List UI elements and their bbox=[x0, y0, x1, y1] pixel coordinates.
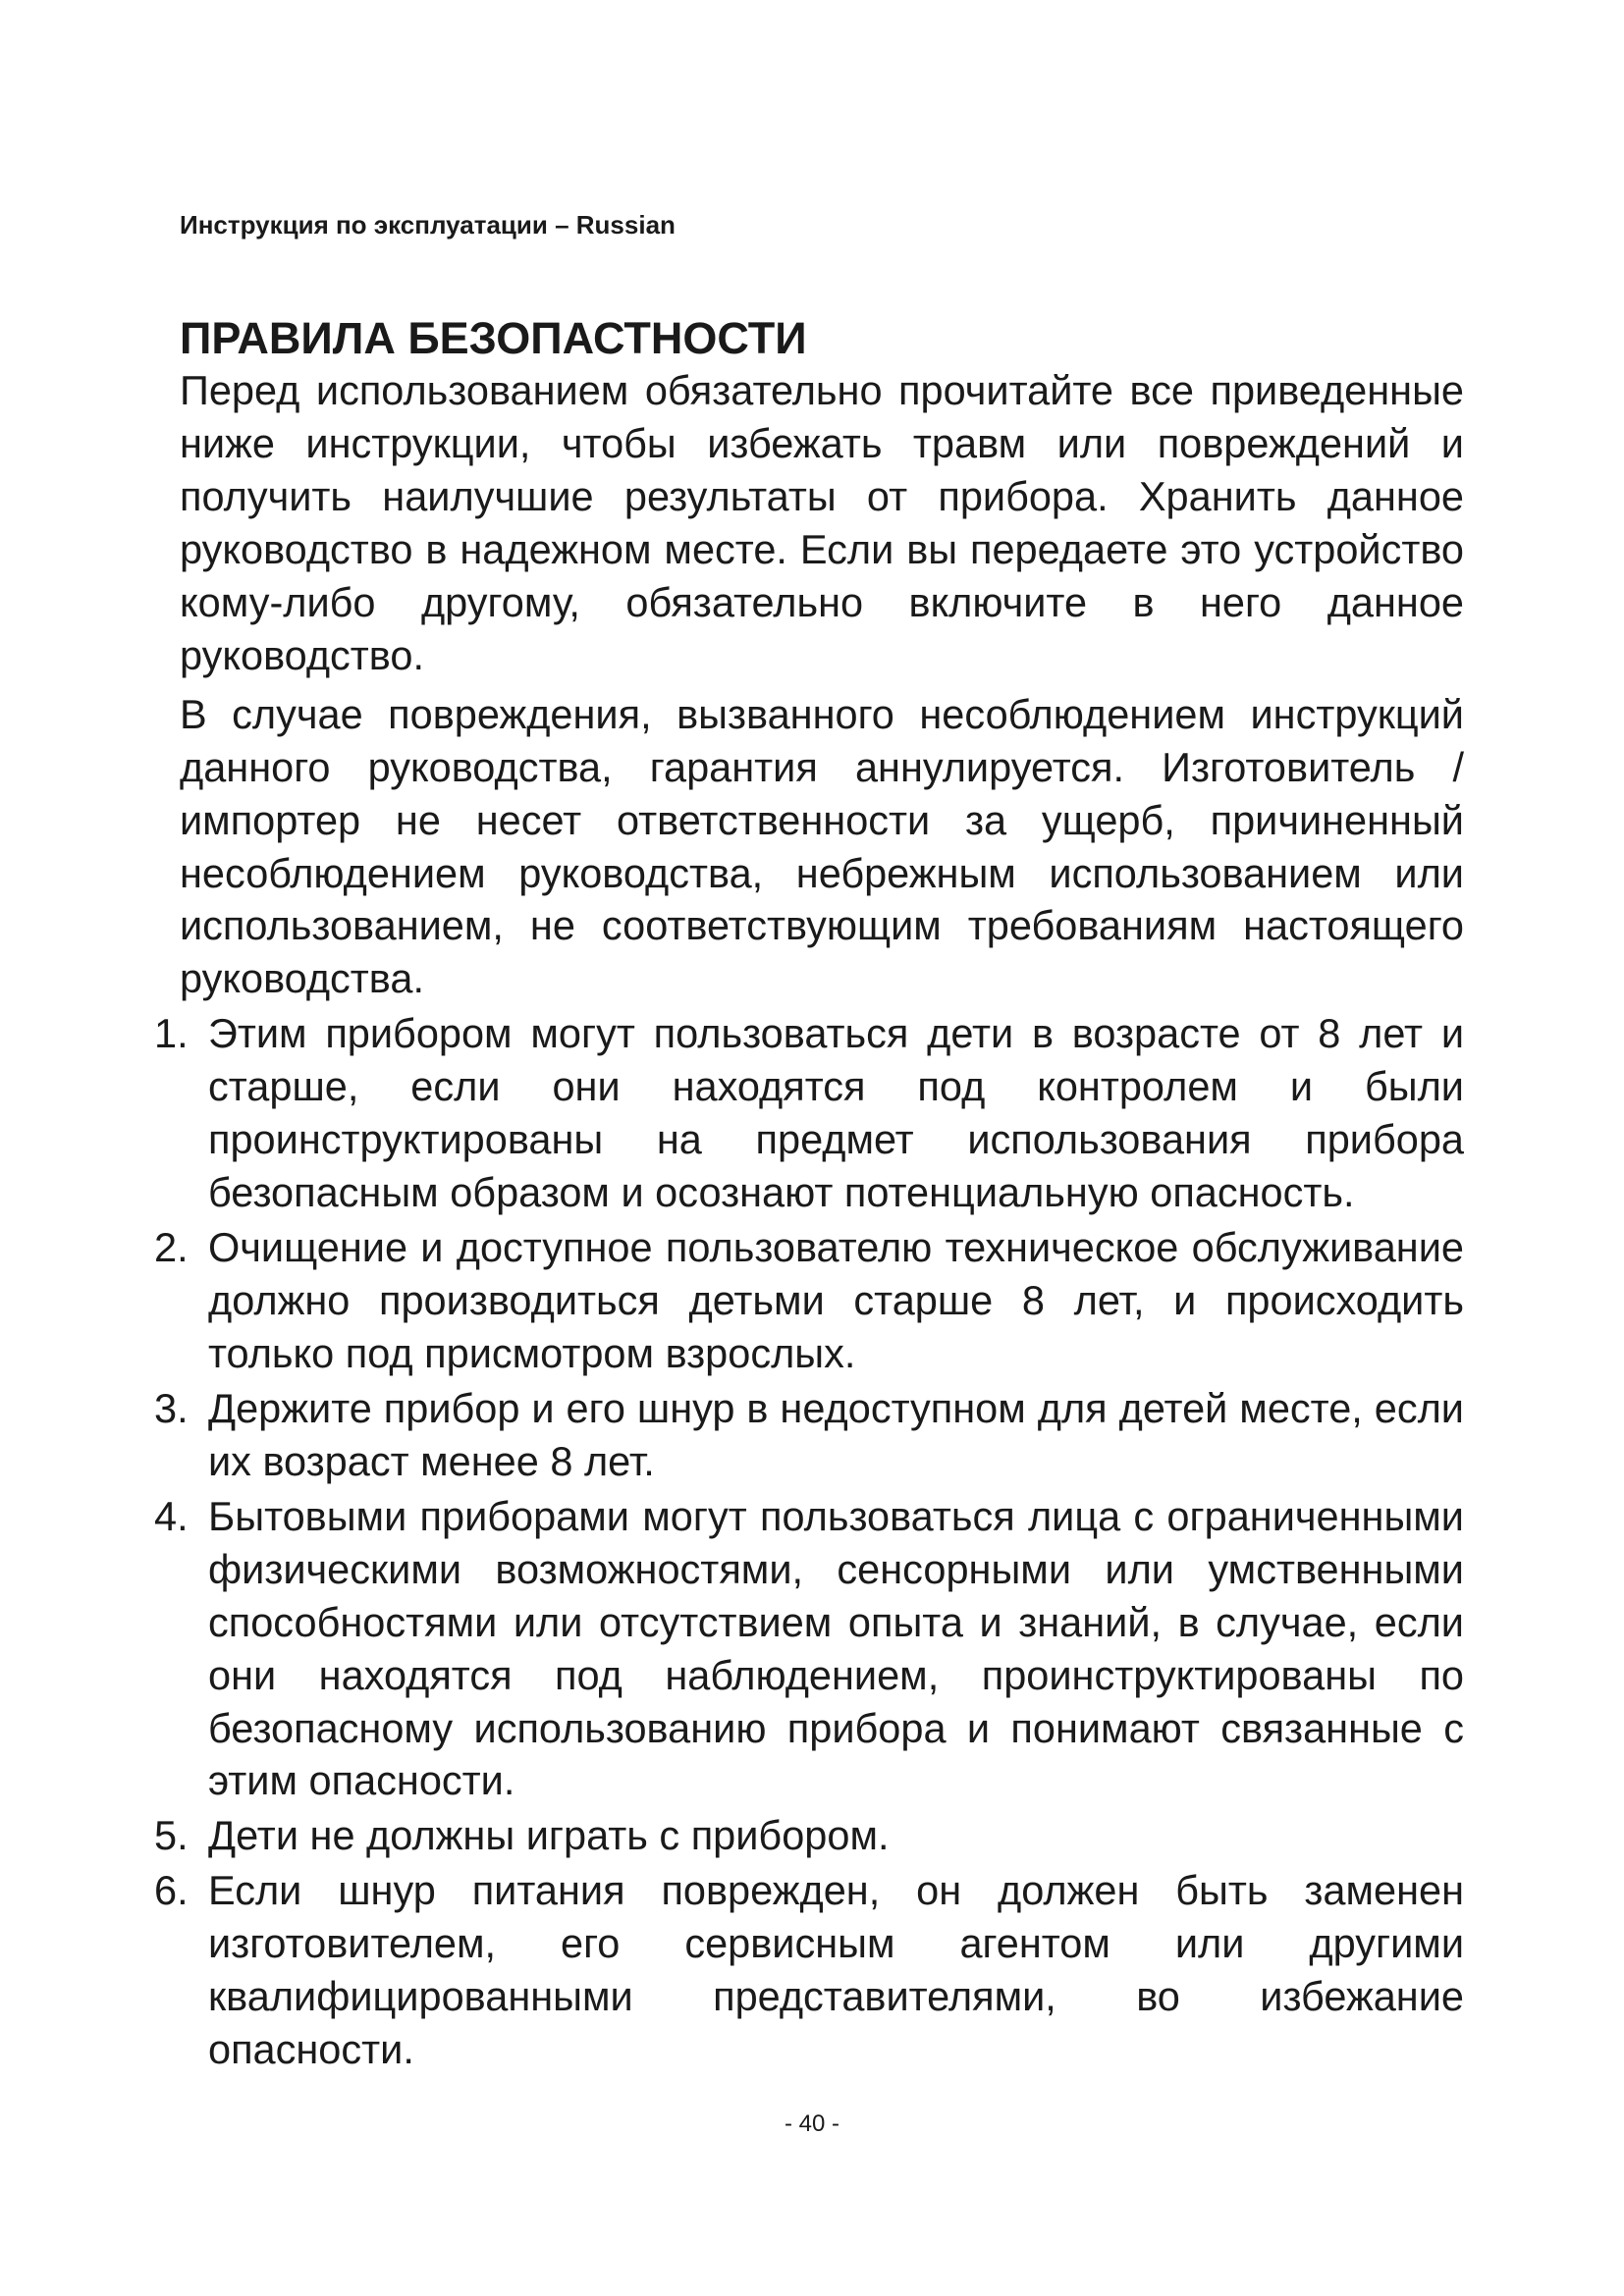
list-item bbox=[154, 1490, 1464, 1808]
list-item bbox=[154, 1809, 1464, 1862]
list-item bbox=[154, 1864, 1464, 2076]
list-item-number: 1. bbox=[154, 1010, 189, 1057]
list-item-text: Если шнур питания поврежден, он должен быть заменен изготовителем, его сервисным агентом или другими квалифицированными представителями, во избежание опасности. bbox=[208, 1867, 1464, 2073]
list-item-text: Очищение и доступное пользователю техническое обслуживание должно производиться детьми старше 8 лет, и происходить только под присмотром взрослых. bbox=[208, 1224, 1464, 1376]
list-item-number: 2. bbox=[154, 1224, 189, 1271]
list-item bbox=[154, 1007, 1464, 1219]
list-item-number: 3. bbox=[154, 1384, 189, 1431]
list-item-text: Дети не должны играть с прибором. bbox=[208, 1812, 890, 1859]
list-item-text: Этим прибором могут пользоваться дети в возрасте от 8 лет и старше, если они находятся под контролем и были проинструктированы на предмет использования прибора безопасным образом и осознают потенциальную опасность. bbox=[208, 1010, 1464, 1216]
intro-paragraph: Перед использованием обязательно прочитайте все приведенные ниже инструкции, чтобы избежать травм или повреждений и получить наилучшие результаты от прибора. Хранить данное руководство в надежном месте. Если вы передаете это устройство кому-либо другому, обязательно включите в него данное руководство. bbox=[180, 367, 1464, 678]
list-item-text: Бытовыми приборами могут пользоваться лица с ограниченными физическими возможностями, сенсорными или умственными способностями или отсутствием опыта и знаний, в случае, если они находятся под наблюдением, проинструктированы по безопасному использованию прибора и понимают связанные с этим опасности. bbox=[208, 1492, 1464, 1804]
list-item-number: 6. bbox=[154, 1867, 189, 1914]
list-item bbox=[154, 1382, 1464, 1488]
safety-section bbox=[154, 312, 1464, 2078]
list-item-number: 5. bbox=[154, 1812, 189, 1859]
warranty-paragraph: В случае повреждения, вызванного несоблюдением инструкций данного руководства, гарантия аннулируется. Изготовитель / импортер не несет ответственности за ущерб, причиненный несоблюдением руководства, небрежным использованием или использованием, не соответствующим требованиям настоящего руководства. bbox=[180, 690, 1464, 1002]
safety-rules-list bbox=[154, 1007, 1464, 2076]
running-header: Инструкция по эксплуатации – Russian bbox=[180, 210, 676, 240]
list-item-text: Держите прибор и его шнур в недоступном для детей месте, если их возраст менее 8 лет. bbox=[208, 1384, 1464, 1484]
section-title: ПРАВИЛА БЕЗОПАСТНОСТИ bbox=[180, 313, 807, 363]
list-item bbox=[154, 1221, 1464, 1380]
list-item-number: 4. bbox=[154, 1492, 189, 1539]
page-number: - 40 - bbox=[784, 2110, 839, 2137]
